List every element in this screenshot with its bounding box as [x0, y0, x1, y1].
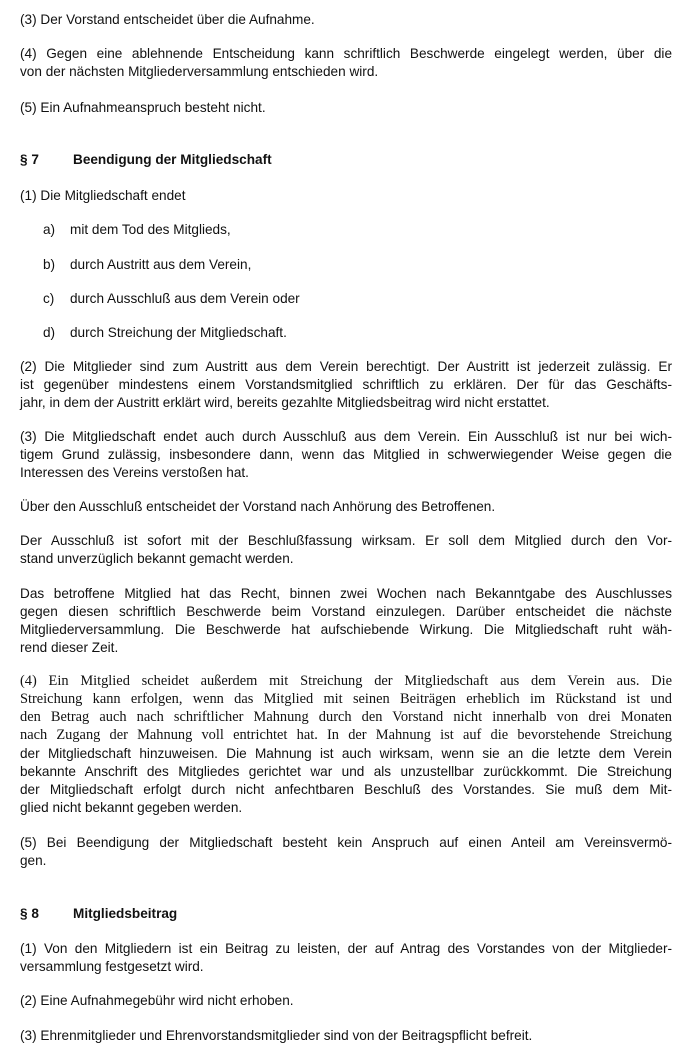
paragraph-line: (4) Ein Mitglied scheidet außerdem mit Streichung der Mitgliedschaft aus dem Verein aus. Die	[20, 673, 672, 689]
paragraph-line: (3) Der Vorstand entscheidet über die Aufnahme.	[20, 12, 315, 27]
list-item-text: durch Streichung der Mitgliedschaft.	[70, 325, 287, 340]
paragraph-line: den Betrag auch nach schriftlicher Mahnung durch den Vorstand nicht innerhalb von drei Monaten	[20, 709, 672, 725]
list-item-label: b)	[43, 257, 56, 272]
list-item-text: mit dem Tod des Mitglieds,	[70, 222, 231, 237]
paragraph-line: (1) Die Mitgliedschaft endet	[20, 188, 186, 203]
paragraph-line: Streichung kann erfolgen, wenn das Mitglied mit seinen Beiträgen erheblich im Rückstand ist und	[20, 691, 672, 707]
paragraph-line: von der nächsten Mitgliederversammlung entschieden wird.	[20, 64, 379, 79]
paragraph-line: Der Ausschluß ist sofort mit der Beschlußfassung wirksam. Er soll dem Mitglied durch den Vor-	[20, 533, 672, 548]
paragraph-line: (3) Die Mitgliedschaft endet auch durch Ausschluß aus dem Verein. Ein Ausschluß ist nur bei wich-	[20, 429, 672, 444]
paragraph-line: (3) Ehrenmitglieder und Ehrenvorstandsmitglieder sind von der Beitragspflicht befreit.	[20, 1028, 533, 1043]
list-item-text: durch Ausschluß aus dem Verein oder	[70, 291, 300, 306]
paragraph-line: Über den Ausschluß entscheidet der Vorstand nach Anhörung des Betroffenen.	[20, 499, 496, 514]
paragraph-line: (4) Gegen eine ablehnende Entscheidung kann schriftlich Beschwerde eingelegt werden, über die	[20, 46, 672, 61]
list-item-label: c)	[43, 291, 55, 306]
paragraph-line: der Mitgliedschaft hinzuweisen. Die Mahnung ist auch wirksam, wenn sie an die letzte dem Verein	[20, 746, 672, 761]
paragraph-line: gen.	[20, 853, 47, 868]
section-number: § 8	[20, 906, 39, 921]
list-item-label: d)	[43, 325, 56, 340]
section-title: Mitgliedsbeitrag	[73, 906, 178, 921]
paragraph-line: ist gegenüber mindestens einem Vorstandsmitglied schriftlich zu erklären. Der für das Geschäfts-	[20, 377, 672, 392]
list-item	[43, 222, 231, 237]
paragraph-line: der Mitgliedschaft erfolgt durch nicht anfechtbaren Beschluß des Vorstandes. Sie muß dem Mit-	[20, 782, 672, 797]
list-item	[43, 257, 251, 272]
paragraph-line: versammlung festgesetzt wird.	[20, 959, 204, 974]
paragraph-line: bekannte Anschrift des Mitgliedes gerichtet war und als unzustellbar zurückkommt. Die Streichung	[20, 764, 672, 779]
paragraph-line: nach Zugang der Mahnung voll entrichtet hat. In der Mahnung ist auf die bevorstehende Streichung	[20, 727, 672, 743]
paragraph-line: stand unverzüglich bekannt gemacht werden.	[20, 551, 294, 566]
section-heading-8	[20, 906, 177, 921]
paragraph-line: (2) Eine Aufnahmegebühr wird nicht erhoben.	[20, 993, 294, 1008]
paragraph-line: Das betroffene Mitglied hat das Recht, binnen zwei Wochen nach Bekanntgabe des Auschlusses	[20, 586, 672, 601]
list-item-text: durch Austritt aus dem Verein,	[70, 257, 252, 272]
list-item	[43, 291, 300, 306]
section-heading-7	[20, 152, 272, 167]
paragraph-line: jahr, in dem der Austritt erklärt wird, bereits gezahlte Mitgliedsbeitrag wird nicht erstattet.	[20, 395, 550, 410]
list-item-label: a)	[43, 222, 56, 237]
paragraph-line: tigem Grund zulässig, insbesondere dann, wenn das Mitglied in schwerwiegender Weise gegen die	[20, 447, 672, 462]
paragraph-line: (5) Ein Aufnahmeanspruch besteht nicht.	[20, 100, 266, 115]
paragraph-line: (2) Die Mitglieder sind zum Austritt aus dem Verein berechtigt. Der Austritt ist jederzeit zulässig. Er	[20, 359, 672, 374]
paragraph-line: gegen diesen schriftlich Beschwerde beim Vorstand einzulegen. Darüber entscheidet die nächste	[20, 604, 672, 619]
section-number: § 7	[20, 152, 39, 167]
paragraph-line: Interessen des Vereins verstoßen hat.	[20, 465, 249, 480]
paragraph-line: (5) Bei Beendigung der Mitgliedschaft besteht kein Anspruch auf einen Anteil am Vereinsvermö-	[20, 835, 672, 850]
section-title: Beendigung der Mitgliedschaft	[73, 152, 272, 167]
paragraph-line: glied nicht bekannt gegeben werden.	[20, 800, 243, 815]
paragraph-line: (1) Von den Mitgliedern ist ein Beitrag zu leisten, der auf Antrag des Vorstandes von der Mitglieder-	[20, 941, 672, 956]
paragraph-line: rend dieser Zeit.	[20, 640, 119, 655]
paragraph-line: Mitgliederversammlung. Die Beschwerde hat aufschiebende Wirkung. Die Mitgliedschaft ruht wäh-	[20, 622, 672, 637]
list-item	[43, 325, 287, 340]
